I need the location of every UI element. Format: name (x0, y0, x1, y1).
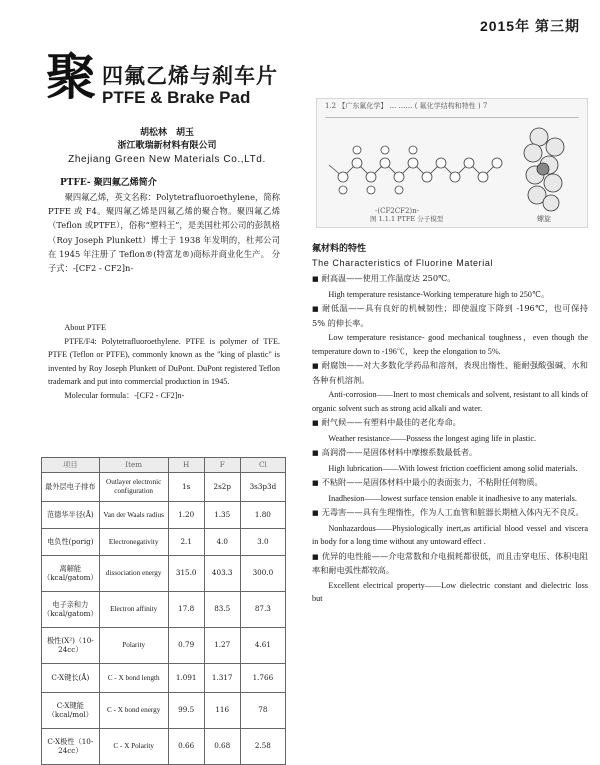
characteristic-item: ■ 耐气候——有塑料中最佳的老化寿命。 (312, 417, 461, 427)
characteristic-item: ■ 耐腐蚀——对大多数化学药品和溶剂，表现出惰性、能耐强酸强碱、水和各种有机溶剂。 (312, 360, 588, 385)
section-heading-en: About PTFE (64, 323, 107, 332)
bullet-square-icon: ■ (312, 479, 319, 487)
table-row: C-X极性（10-24cc） C - X Polarity 0.66 0.68 2.58 (42, 729, 286, 765)
col-header-f: F (204, 458, 240, 473)
bullet-square-icon: ■ (312, 275, 319, 283)
col-header-cl: Cl (240, 458, 285, 473)
figure-running-header: 1.2 【广东氟化学】 ... …… ( 氟化学结构和特性 ) 7 (325, 101, 579, 118)
article-title-en: PTFE & Brake Pad (102, 88, 251, 107)
helix-label: 螺旋 (537, 215, 551, 223)
zigzag-chain-model (329, 146, 502, 194)
table-row: 离解能（kcal/gatom） dissociation energy 315.0 403.3 300.0 (42, 556, 286, 592)
characteristic-item: ■ 耐低温——具有良好的机械韧性；即使温度下降到 -196℃，也可保持 5% 的伸长率。 (312, 303, 588, 328)
characteristic-item-en: Anti-corrosion——Inert to most chemicals and solvent, resistant to all kinds of organic solvent such as strong acid alkali and water. (312, 390, 588, 413)
col-header-item: Item (99, 458, 168, 473)
table-row: 最外层电子排布 Outlayer electronic configuration 1s 2s2p 3s3p3d (42, 473, 286, 502)
bullet-square-icon: ■ (312, 419, 319, 427)
table-row: C-X键能（kcal/mol） C - X bond energy 99.5 116 78 (42, 693, 286, 729)
characteristic-item: ■ 耐高温——使用工作温度达 250℃。 (312, 273, 456, 283)
author-org-cn: 浙江歌瑞新材料有限公司 (117, 141, 217, 151)
author-block (48, 127, 286, 166)
characteristics-heading-en: The Characteristics of Fluorine Material (312, 257, 494, 268)
table-row: 极性(X²)（10-24cc） Polarity 0.79 1.27 4.61 (42, 628, 286, 664)
characteristic-item: ■ 优异的电性能——介电常数和介电损耗都很低，而且击穿电压、体积电阻率和耐电弧性都较高。 (312, 550, 588, 575)
col-header-h: H (168, 458, 204, 473)
intro-en-block (48, 321, 280, 402)
halogen-properties-table (41, 457, 286, 765)
characteristic-item-en: High lubrication——With lowest friction coefficient among solid materials. (328, 463, 578, 473)
characteristic-item-en: Low temperature resistance- good mechanical toughness，even though the temperature down to -196℃，keep the elongation to 5%. (312, 333, 588, 356)
characteristics-heading-cn: 氟材料的特性 (312, 244, 367, 254)
author-org-en: Zhejiang Green New Materials Co.,LTd. (68, 154, 266, 165)
molecule-illustration (317, 117, 587, 227)
figure-caption: 图 1.1.1 PTFE 分子模型 (370, 215, 444, 223)
author-names: 胡松林 胡玉 (139, 128, 194, 138)
characteristic-item-en: Excellent electrical property——Low dielectric constant and dielectric loss but (312, 580, 588, 603)
section-heading-cn: PTFE- 聚四氟乙烯简介 (60, 178, 157, 188)
characteristic-item: ■ 高润滑——是固体材料中摩擦系数最低者。 (312, 447, 478, 457)
characteristics-column (312, 243, 588, 607)
table-header-row (42, 458, 286, 473)
characteristic-item: ■ 不粘附——是固体材料中最小的表面张力，不粘附任何物质。 (312, 477, 543, 487)
characteristic-item-en: Inadhesion——lowest surface tension enable it inadhesive to any materials. (328, 493, 577, 503)
characteristic-item-en: Weather resistance——Possess the longest aging life in plastic. (328, 433, 537, 443)
intro-paragraph-en: PTFE/F4: Polytetrafluoroethylene. PTFE is polymer of TFE. PTFE (Teflon or PTFE), commonly known as the "king of plastic" is invented by Roy Joseph Plunkett of DuPont. DuPont registered Teflon trademark and put into commercial production in 1945. (48, 336, 280, 386)
characteristic-item-en: Nonhazardous——Physiologically inert,as artificial blood vessel and viscera in body for a long time without any untoward effect . (312, 523, 588, 546)
col-header-project: 项目 (42, 458, 100, 473)
table-row: C-X键长(Å) C - X bond length 1.091 1.317 1.766 (42, 664, 286, 693)
chain-label: -(CF2CF2)n- (375, 207, 420, 215)
table-row: 电负性(porig) Electronegativity 2.1 4.0 3.0 (42, 529, 286, 556)
issue-label: 2015年 第三期 (479, 18, 580, 34)
molecular-formula-en: Molecular formula：-[CF2 - CF2]n- (64, 390, 185, 400)
bullet-square-icon: ■ (312, 362, 319, 370)
characteristic-item-en: High temperature resistance-Working temperature high to 250℃。 (328, 289, 550, 299)
article-title-cn: 四氟乙烯与刹车片 (102, 64, 278, 88)
characteristic-item: ■ 无毒害——具有生理惰性，作为人工血管和脏器长期植入体内无不良反。 (312, 507, 584, 517)
helix-model (524, 128, 564, 211)
bullet-square-icon: ■ (312, 305, 320, 313)
bullet-square-icon: ■ (312, 509, 319, 517)
intro-paragraph-cn: 聚四氟乙烯，英文名称：Polytetrafluoroethylene，简称 PTFE 或 F4。聚四氟乙烯是四氟乙烯的聚合物。聚四氟乙烯（Teflon 或PTFE），俗称“塑料王”，是美国杜邦公司的彭凯格（Roy Joseph Plunkett）博士于 1938 年发明的，杜邦公司在 1945 年注册了 Teflon®(特富龙®)商标并商业化生产。 分子式：-[CF2 - CF2]n- (48, 192, 280, 274)
intro-paragraph-cn-block (48, 190, 280, 275)
ptfe-molecule-figure (316, 98, 588, 228)
bullet-square-icon: ■ (312, 449, 319, 457)
title-initial-char: 聚 (46, 48, 96, 106)
table-row: 电子亲和力（kcal/gatom） Electron affinity 17.8 83.5 87.3 (42, 592, 286, 628)
bullet-square-icon: ■ (312, 552, 319, 561)
table-row: 范德华半径(Å) Van der Waals radius 1.20 1.35 1.80 (42, 502, 286, 529)
